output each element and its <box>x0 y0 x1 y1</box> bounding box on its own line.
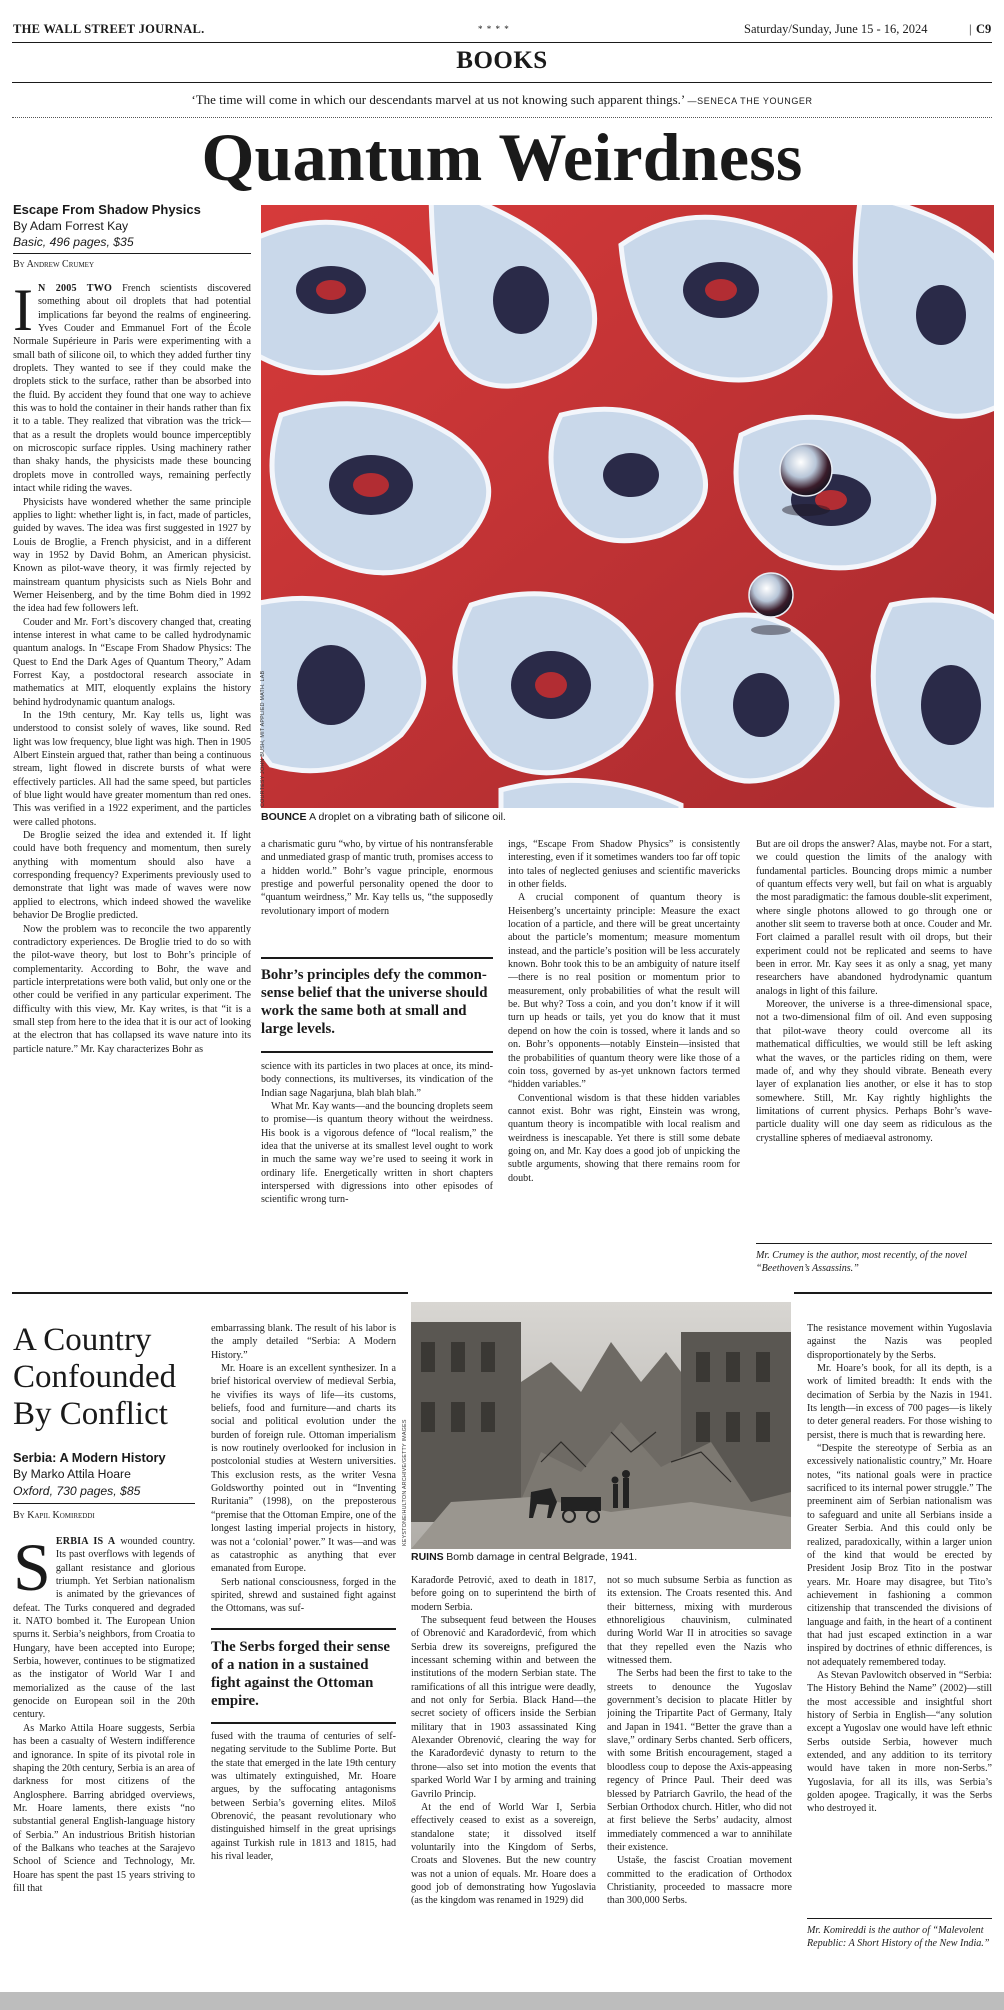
review2-pullquote-rule-top <box>211 1628 396 1630</box>
review1-paragraph: a charismatic guru “who, by virtue of his nontransferable and unmediated grasp of mantic truth, promises access to a hidden world.” Bohr’s vague principle, enormous prestige and powerful personality opened the door to “quantum weirdness,” Mr. Kay tells us, “the supposedly revolutionary import of modern <box>261 839 493 917</box>
masthead-rule <box>12 42 992 43</box>
droplet-photo-credit: COURTESY JOHN BUSH, MIT APPLIED MATH. LAB <box>260 670 266 807</box>
belgrade-photo <box>411 1302 791 1549</box>
review-separator-left <box>12 1292 408 1294</box>
review2-author-bio: Mr. Komireddi is the author of “Malevolent Republic: A Short History of the New India.” <box>807 1925 990 1949</box>
masthead-stars: * * * * <box>478 24 510 34</box>
review1-column-1 <box>13 282 251 1282</box>
epigraph <box>0 92 1004 108</box>
review2-paragraph: The subsequent feud between the Houses of Obrenović and Karađorđević, from which Serbia drew its sovereigns, prefigured the incessant scheming within and between the institutions of the modern Serbian state. The ramifications of all this intrigue were deadly, and not only for Serbia. Black Hand—the secret society of officers inside the Serbian military that in 1903 assassinated King Alexander Obrenović, clearing the way for the Karađorđević dynasty to return to the throne—also set into motion the events that sparked World War I by arming and training Gavrilo Princip. <box>411 1615 596 1800</box>
review2-lead-caps: ERBIA IS A <box>55 1536 116 1547</box>
page-footer-bar <box>0 1992 1004 2010</box>
review1-paragraph: What Mr. Kay wants—and the bouncing droplets seem to promise—is quantum theory without the weirdness. His book is a vigorous defence of “local realism,” the idea that the universe at its smallest level ought to work in much the same way we’re used to seeing it work in ordinary life. Energetically written in short chapters interspersed with digressions into other episodes of scientific wrong turn- <box>261 1101 493 1206</box>
review2-byline: By Kapil Komireddi <box>13 1510 95 1521</box>
review2-dropcap: S <box>13 1535 51 1605</box>
review2-pullquote: The Serbs forged their sense of a nation in a sustained fight against the Ottoman empire. <box>211 1639 390 1709</box>
review2-paragraph: embarrassing blank. The result of his labor is the amply detailed “Serbia: A Modern History.” <box>211 1323 396 1361</box>
review2-paragraph: Mr. Hoare is an excellent synthesizer. In a brief historical overview of medieval Serbia, he vivifies its ways of life—its customs, beliefs, food and furniture—and charts its social and political evolution under the burden of foreign rule. Ottoman imperialism is now routinely overlooked for inclusion in postcolonial studies at Western universities. This exclusion rests, as the writer Vesna Goldsworthy pointed out in “Inventing Ruritania” (1998), on the preposterous “premise that the Ottoman Empire, one of the longest lasting imperial projects in history, was not a ‘colonial’ power.” It was—and was as catastrophic as anything that ever emanated from Europe. <box>211 1363 396 1575</box>
section-rule <box>12 82 992 83</box>
review2-paragraph: The resistance movement within Yugoslavia against the Nazis was peopled disproportionately by the Serbs. <box>807 1323 992 1361</box>
review1-column-2b <box>261 1060 493 1270</box>
review1-column-2a <box>261 838 493 948</box>
caption-text: A droplet on a vibrating bath of silicone oil. <box>309 811 506 823</box>
review1-p1: French scientists discovered something about oil droplets that had potential implications far beyond the realms of engineering. Yves Couder and Emmanuel Fort of the École Normale Supérieure in Paris were experimenting with a small bath of silicone oil, to which they added further tiny droplets. They wanted to see if they could make the droplets stick to the surface, rather than be absorbed into the fluid. By accident they found that one way to achieve this was to hold the container in their hands rather than fix it to a table. They realized that vibration was the trick—that as a result the droplets would bounce imperceptibly on microscopic surface ripples. Using machinery rather than shaky hands, the physicists made these bouncing droplets move in controlled ways, remaining perfectly intact while riding the waves. <box>13 283 251 495</box>
review2-paragraph: Mr. Hoare’s book, for all its depth, is a work of limited breadth: It ends with the decimation of Serbia by the Nazis in 1941. Its length—in excess of 700 pages—is likely to deter general readers. For those wishing to persist, there is much that is rewarding here. <box>807 1363 992 1441</box>
review2-paragraph: Karađorđe Petrović, axed to death in 1817, before going on to superintend the birth of modern Serbia. <box>411 1575 596 1613</box>
review2-column-2b <box>211 1730 396 1975</box>
review1-paragraph <box>13 282 251 496</box>
review1-headline: Quantum Weirdness <box>201 119 803 195</box>
droplet-photo-caption <box>261 811 506 823</box>
review2-column-5 <box>807 1322 992 1907</box>
review2-column-1 <box>13 1535 195 1975</box>
review1-book-publisher: Basic, 496 pages, $35 <box>13 235 134 249</box>
pullquote-rule-bottom <box>261 1051 493 1053</box>
review2-book-title: Serbia: A Modern History <box>13 1450 166 1465</box>
review2-p1: wounded country. Its past overflows with legends of gallant resistance and glorious triumph. Yet Serbian nationalism is animated by the grievances of defeat. The Turks conquered and degraded it. NATO bombed it. The European Union spurns it. Serbia’s neighbors, from Croatia to Hungary, have been accepted into Europe; Serbia, however, continues to be stigmatized as the instigator of World War I and memorialized as the cause of the last genocide on European soil in the 20th century. <box>13 1536 195 1721</box>
review1-lead-caps: N 2005 TWO <box>37 283 113 294</box>
review1-book-author: By Adam Forrest Kay <box>13 219 129 233</box>
review2-paragraph: fused with the trauma of centuries of self-negating servitude to the Sublime Porte. But the state that emerged in the late 19th century was ultimately extinguished, Mr. Hoare argues, by the suffocating antagonisms between Serbia’s governing elites. Miloš Obrenović, the peasant revolutionary who distinguished himself in the great uprisings against Turkish rule in 1813 and 1815, had his rival leader, <box>211 1731 396 1863</box>
review1-book-title: Escape From Shadow Physics <box>13 202 201 217</box>
review1-paragraph: Couder and Mr. Fort’s discovery changed that, creating intense interest in what came to be called hydrodynamic quantum analogs. In “Escape From Shadow Physics: The Quest to End the Dark Ages of Quantum Theory,” Adam Forrest Kay, a postdoctoral research associate in mathematics at MIT, eloquently explains the history behind hydrodynamic quantum analogs. <box>13 616 251 708</box>
review2-column-3 <box>411 1574 596 1974</box>
review2-column-2a <box>211 1322 396 1622</box>
review1-dropcap: I <box>13 282 33 343</box>
review1-paragraph: Now the problem was to reconcile the two apparently contradictory experiences. De Broglie tried to do so with the pilot-wave theory, but lost to Bohr’s principle of complementarity. According to Bohr, the wave and particle interpretations were both valid, but only one or the other could be verified in any particular experiment. The difficulty with this view, Mr. Kay writes, is that “it is a small step from here to the idea that it is our act of looking at the electron that has collapsed its wave nature into its particle nature.” Mr. Kay characterizes Bohr as <box>13 923 251 1055</box>
review1-paragraph: Moreover, the universe is a three-dimensional space, not a two-dimensional film of oil. And even supposing that pilot-wave theory could overcome all its mathematical difficulties, we would still be left asking what the waves, or the particles riding on them, were made of, and why they should vibrate. Beneath every layer of explanation lies another, or else it has to stop somewhere. Still, Mr. Kay rightly highlights the limitations of current physics. Perhaps Bohr’s wave-particle duality will one day seem as ridiculous as the crystalline spheres of mediaeval astronomy. <box>756 999 992 1144</box>
review1-column-3 <box>508 838 740 1278</box>
epigraph-quote: ‘The time will come in which our descendants marvel at us not knowing such apparent things.’ <box>191 92 685 107</box>
review1-paragraph: In the 19th century, Mr. Kay tells us, light was understood to consist solely of waves, like sound. Red light was low frequency, blue light was high. Then in 1905 Albert Einstein argued that, rather than being a continuous stream, light flowed in discrete bursts of what were effectively particles. All had the same speed, but particles of blue light would have greater momentum than red ones. This was verified in a 1922 experiment, and the particles were called photons. <box>13 710 251 828</box>
review2-paragraph: As Marko Attila Hoare suggests, Serbia has been a casualty of Western indifference and ignorance. In spite of its pivotal role in shaping the 20th century, Serbia is an area of darkness for most citizens of the Anglosphere. Barring abridged overviews, Mr. Hoare laments, there exists “no substantial general English-language history of Serbia.” An industrious British historian of the Balkans who teaches at the Sarajevo School of Science and Technology, Mr. Hoare has spent the past 15 years striving to fill that <box>13 1722 195 1894</box>
epigraph-attribution: —SENECA THE YOUNGER <box>687 96 813 106</box>
pullquote-rule-top <box>261 957 493 959</box>
review1-pullquote: Bohr’s principles defy the common-sense belief that the universe should work the same both at small and large levels. <box>261 967 488 1037</box>
review2-bio-rule <box>807 1918 992 1919</box>
review1-paragraph: ings, “Escape From Shadow Physics” is consistently interesting, even if it sometimes wanders too far off topic into tales of neglected geniuses and scientific mavericks in other fields. <box>508 839 740 891</box>
review1-paragraph: A crucial component of quantum theory is Heisenberg’s uncertainty principle: Measure the exact location of a particle, and there will be great uncertainty about the particle’s momentum; measure momentum instead, and the particle’s position will be less accurately known. Bohr took this to be an ambiguity of nature itself—there is no real position or momentum prior to measurement, only probabilities of what the result will be. But why? Toss a coin, and you don’t know if it will turn up heads or tails, yet you do know that it must depend on how the coin is tossed, where it lands and so on. Bohr’s opponents—notably Einstein—insisted that the probabilities of quantum theory were like those of a coin toss, governed by as-yet unknown factors termed “hidden variables.” <box>508 892 740 1091</box>
section-title: BOOKS <box>456 47 548 74</box>
review2-paragraph: not so much subsume Serbia as function as its extension. The Croats resented this. And their bitterness, mixing with murderous ethnoreligious chauvinism, culminated during World War II in atrocities so savage that they repelled even the Nazis who witnessed them. <box>607 1575 792 1667</box>
caption-label: RUINS <box>411 1551 444 1563</box>
review1-paragraph: De Broglie seized the idea and extended it. If light could have both frequency and momentum, then surely anything with momentum should also have a corresponding frequency? Experiments previously used to demonstrate that light was made of waves were now applied to electrons, which indeed showed the wavelike behavior De Broglie predicted. <box>13 830 251 922</box>
review-separator-right <box>794 1292 992 1294</box>
droplet-photo-art <box>261 205 994 808</box>
belgrade-photo-caption <box>411 1551 637 1563</box>
review1-info-rule <box>13 253 251 254</box>
page-divider: | <box>969 22 972 36</box>
review2-column-4 <box>607 1574 792 1974</box>
review1-author-bio: Mr. Crumey is the author, most recently, of the novel “Beethoven’s Assassins.” <box>756 1250 968 1274</box>
review2-paragraph: Ustaše, the fascist Croatian movement committed to the eradication of Orthodox Christianity, proceeded to massacre more than 300,000 Serbs. <box>607 1855 792 1907</box>
paper-name: THE WALL STREET JOURNAL. <box>13 22 205 36</box>
caption-text: Bomb damage in central Belgrade, 1941. <box>446 1551 638 1563</box>
review2-paragraph <box>13 1535 195 1722</box>
review1-column-4 <box>756 838 992 1238</box>
review1-paragraph: science with its particles in two places at once, its mind-body connections, its multiverses, its vindication of the Indian sage Nagarjuna, blah blah blah.” <box>261 1061 493 1099</box>
review1-bio-rule <box>756 1243 992 1244</box>
review1-paragraph: But are oil drops the answer? Alas, maybe not. For a start, we could question the limits of the analogy with fundamental particles. Bouncing drops mimic a number of quantum effects very well, but fail on what is arguably the most paradigmatic: the famous double-slit experiment, where single photons allowed to go through one or another slit seem to traverse both at once. Couder and Mr. Fort claimed a parallel result with oil drops, but their experiment could not be replicated and seems to have been in error. Mr. Kay sees it as only a snag, yet many researchers have abandoned hydrodynamic quantum analogs in light of this failure. <box>756 839 992 997</box>
review2-headline: A Country Confounded By Conflict <box>13 1322 177 1432</box>
review2-info-rule <box>13 1503 195 1504</box>
review2-paragraph: At the end of World War I, Serbia effectively ceased to exist as a sovereign, standalone state; it dissolved itself voluntarily into the Kingdom of Serbs, Croats and Slovenes. But the new country was not a union of equals. Mr. Hoare does a good job of demonstrating how Yugoslavia (as the kingdom was renamed in 1929) did <box>411 1801 596 1907</box>
page-number: C9 <box>976 22 992 36</box>
belgrade-photo-credit: KEYSTONE/HULTON ARCHIVE/GETTY IMAGES <box>402 1419 408 1546</box>
review2-book-author: By Marko Attila Hoare <box>13 1467 131 1481</box>
issue-date: Saturday/Sunday, June 15 - 16, 2024 <box>744 22 928 36</box>
review1-byline: By Andrew Crumey <box>13 259 95 270</box>
review2-paragraph: The Serbs had been the first to take to the streets to denounce the Yugoslav government’s decision to placate Hitler by joining the Tripartite Pact of Germany, Italy and Japan in 1941. “Better the grave than a slave,” ordinary Serbs chanted. Serb officers, with some British encouragement, staged a bloodless coup to depose the Axis-appeasing regency of Prince Paul. Their deed was blessed by Patriarch Gavrilo, the head of the Serbian Orthodox church. Hitler, who did not at first believe the Serbs’ audacity, almost immediately commenced a war to annihilate their existence. <box>607 1668 792 1853</box>
review1-paragraph: Conventional wisdom is that these hidden variables cannot exist. Bohr was right, Einstein was wrong, quantum theory is incompatible with local realism and weirdness is inescapable. Yet there is still some debate going on, and Mr. Kay does a good job of unpicking the subtle arguments, showing that there remains room for doubt. <box>508 1092 740 1184</box>
review2-pullquote-rule-bottom <box>211 1722 396 1724</box>
review2-paragraph: As Stevan Pavlowitch observed in “Serbia: The History Behind the Name” (2002)—still the most accessible and insightful short history of Serbia in English—“any solution except a Yugoslav one would have left ethnic Serbs outside Serbia, however much extended, and any addition to its territory would have taken in more non-Serbs.” Yugoslavia, for all its ills, was Serbia’s golden apogee. Tragically, it was the Serbs who destroyed it. <box>807 1669 992 1815</box>
review2-paragraph: Serb national consciousness, forged in the spirited, shrewd and sustained fight against the Ottomans, was suf- <box>211 1576 396 1615</box>
review2-paragraph: “Despite the stereotype of Serbia as an excessively nationalistic country,” Mr. Hoare notes, “its national goals were in practice sacrificed to its internal power struggle.” The preeminent aim of Serbian nationalism was to safeguard and unite all Serbians inside a Greater Serbia. And this could only be realized, paradoxically, within a larger union of the kind that would be erected by President Josip Broz Tito in the postwar years. Mr. Hoare may disagree, but Tito’s achievement in fashioning a common citizenship that transcended the divisions of language and faith, in the heart of a continent that had just escaped extinction in a war inspired by doctrines of ethnic differences, is not adequately remembered today. <box>807 1443 992 1668</box>
droplet-photo <box>261 205 994 808</box>
belgrade-photo-art <box>411 1302 791 1549</box>
review2-book-publisher: Oxford, 730 pages, $85 <box>13 1484 141 1498</box>
review1-paragraph: Physicists have wondered whether the same principle applies to light: whether light is, in fact, made of particles, guided by waves. The idea was first suggested in 1927 by Louis de Broglie, a French physicist, and in a different way in 1952 by David Bohm, an American physicist. Known as pilot-wave theory, it was firmly rejected by mainstream quantum physicists such as Niels Bohr and Werner Heisenberg, and by the time Bohm died in 1992 the idea had few followers left. <box>13 496 251 615</box>
caption-label: BOUNCE <box>261 811 307 823</box>
